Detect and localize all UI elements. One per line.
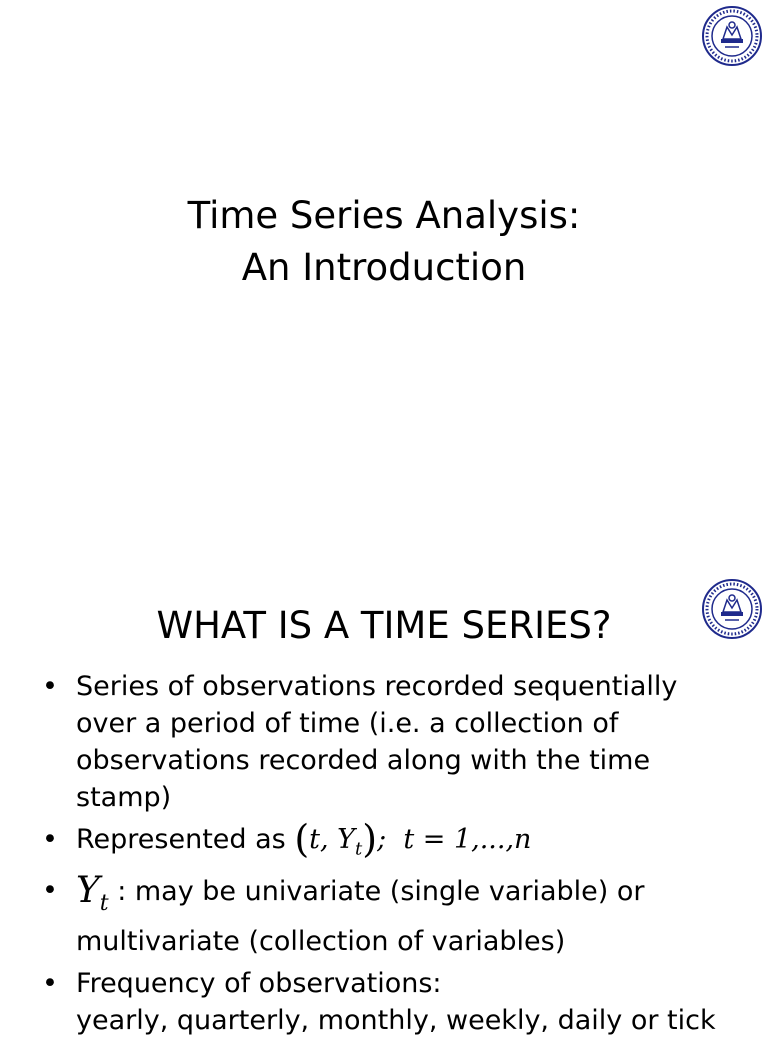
list-item	[40, 668, 740, 816]
bullet-text: Frequency of observations:	[76, 967, 442, 999]
title-line-1: Time Series Analysis:	[187, 194, 581, 237]
bullet-text: yearly, quarterly, monthly, weekly, daily or tick	[76, 1004, 716, 1036]
slide-title-text	[0, 190, 768, 294]
institute-seal-icon	[701, 5, 763, 67]
formula-yt: $Y_t$	[76, 870, 109, 917]
bullet-icon: •	[42, 875, 58, 907]
slide-definition	[0, 568, 768, 1036]
slide-heading: WHAT IS A TIME SERIES?	[156, 604, 612, 647]
bullet-text: Represented as	[76, 824, 295, 855]
bullet-icon: •	[42, 824, 58, 855]
bullet-text: Series of observations recorded sequentially over a period of time (i.e. a collection of observations recorded along with the time stamp)	[76, 671, 678, 813]
bullet-icon: •	[42, 967, 58, 999]
bullet-text: : may be univariate (single variable) or multivariate (collection of variables)	[76, 876, 645, 957]
formula-representation: (t, $Y_t$); t = 1,...,n	[294, 817, 532, 861]
list-item	[40, 965, 740, 1039]
list-item	[40, 872, 740, 959]
list-item	[40, 817, 740, 867]
bullet-icon: •	[42, 671, 58, 702]
title-line-2: An Introduction	[241, 246, 527, 289]
bullet-list	[40, 668, 740, 1044]
